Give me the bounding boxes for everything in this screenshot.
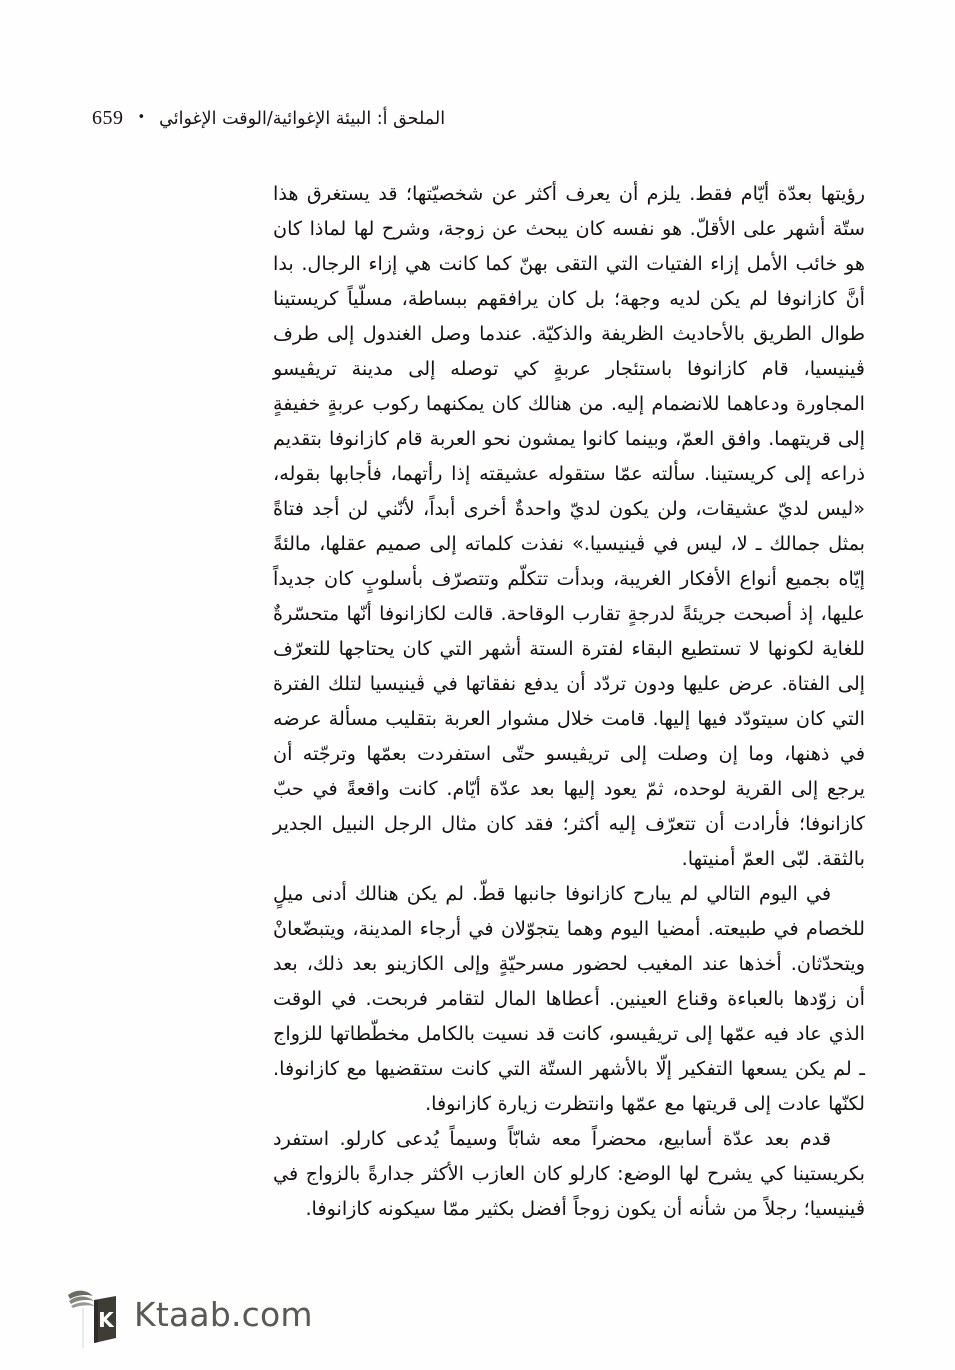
paragraph-3: قدم بعد عدّة أسابيع، محضراً معه شابّاً وسيماً يُدعى كارلو. استفرد بكريستينا كي يشرح لها الوضع: كارلو كان العازب الأكثر جدارةً بالزواج في ڤينيسيا؛ رجلاً من شأنه أن يكون زوجاً أفضل بكثير ممّا سيكونه كازانوفا. [273, 1127, 865, 1220]
watermark-brand-text: Ktaab.com [134, 1294, 313, 1334]
header-chapter-title: الملحق أ: البيئة الإغوائية/الوقت الإغوائي [159, 109, 446, 129]
paragraph-2: في اليوم التالي لم يبارح كازانوفا جانبها قطّ. لم يكن هنالك أدنى ميلٍ للخصام في طبيعته. أمضيا اليوم وهما يتجوّلان في أرجاء المدينة، ويتبضّعانْ ويتحدّثان. أخذها عند المغيب لحضور مسرحيّةٍ وإلى الكازينو بعد ذلك، بعد أن زوّدها بالعباءة وقناع العينين. أعطاها المال لتقامر فربحت. في الوقت الذي عاد فيه عمّها إلى تريڤيسو، كانت قد نسيت بالكامل مخطّطاتها للزواج ـ لم يكن يسعها التفكير إلّا بالأشهر الستّة التي كانت ستقضيها مع كازانوفا. لكنّها عادت إلى قريتها مع عمّها وانتظرت زيارة كازانوفا. [273, 882, 865, 1115]
watermark [66, 1276, 313, 1352]
ktaab-book-logo-icon [66, 1283, 120, 1345]
body-text-block [273, 176, 865, 1226]
running-header [92, 108, 882, 138]
paragraph-1: رؤيتها بعدّة أيّام فقط. يلزم أن يعرف أكثر عن شخصيّتها؛ قد يستغرق هذا ستّة أشهر على الأقلّ. هو نفسه كان يبحث عن زوجة، وشرح لها لماذا كان هو خائب الأمل إزاء الفتيات التي التقى بهنّ كما كانت هي إزاء الرجال. بدا أنَّ كازانوفا لم يكن لديه وجهة؛ بل كان يرافقهم ببساطة، مسلّياً كريستينا طوال الطريق بالأحاديث الظريفة والذكيّة. عندما وصل الغندول إلى طرف ڤينيسيا، قام كازانوفا باستئجار عربةٍ كي توصله إلى مدينة تريڤيسو المجاورة ودعاهما للانضمام إليه. من هنالك كان يمكنهما ركوب عربةٍ خفيفةٍ إلى قريتهما. وافق العمّ، وبينما كانوا يمشون نحو العربة قام كازانوفا بتقديم ذراعه إلى كريستينا. سألته عمّا ستقوله عشيقته إذا رأتهما، فأجابها بقوله، «ليس لديّ عشيقات، ولن يكون لديّ واحدةٌ أخرى أبداً، لأنّني لن أجد فتاةً بمثل جمالك ـ لا، ليس في ڤينيسيا.» نفذت كلماته إلى صميم عقلها، مالئةً إيّاه بجميع أنواع الأفكار الغريبة، وبدأت تتكلّم وتتصرّف بأسلوبٍ كان جديداً عليها، إذ أصبحت جريئةً لدرجةٍ تقارب الوقاحة. قالت لكازانوفا أنّها متحسّرةٌ للغاية لكونها لا تستطيع البقاء لفترة الستة أشهر التي كان يحتاجها للتعرّف إلى الفتاة. عرض عليها ودون تردّد أن يدفع نفقاتها في ڤينيسيا لتلك الفترة التي كان سيتودّد فيها إليها. قامت خلال مشوار العربة بتقليب مسألة عرضه في ذهنها، وما إن وصلت إلى تريڤيسو حتّى استفردت بعمّها وترجّته أن يرجع إلى القرية لوحده، ثمّ يعود إليها بعد عدّة أيّام. كانت واقعةً في حبّ كازانوفا؛ فأرادت أن تتعرّف إليه أكثر؛ فقد كان مثال الرجل النبيل الجدير بالثقة. لبّى العمّ أمنيتها. [273, 182, 865, 870]
page-number: 659 [92, 107, 124, 129]
header-bullet-separator: • [137, 110, 146, 125]
svg-text:K: K [98, 1308, 114, 1332]
